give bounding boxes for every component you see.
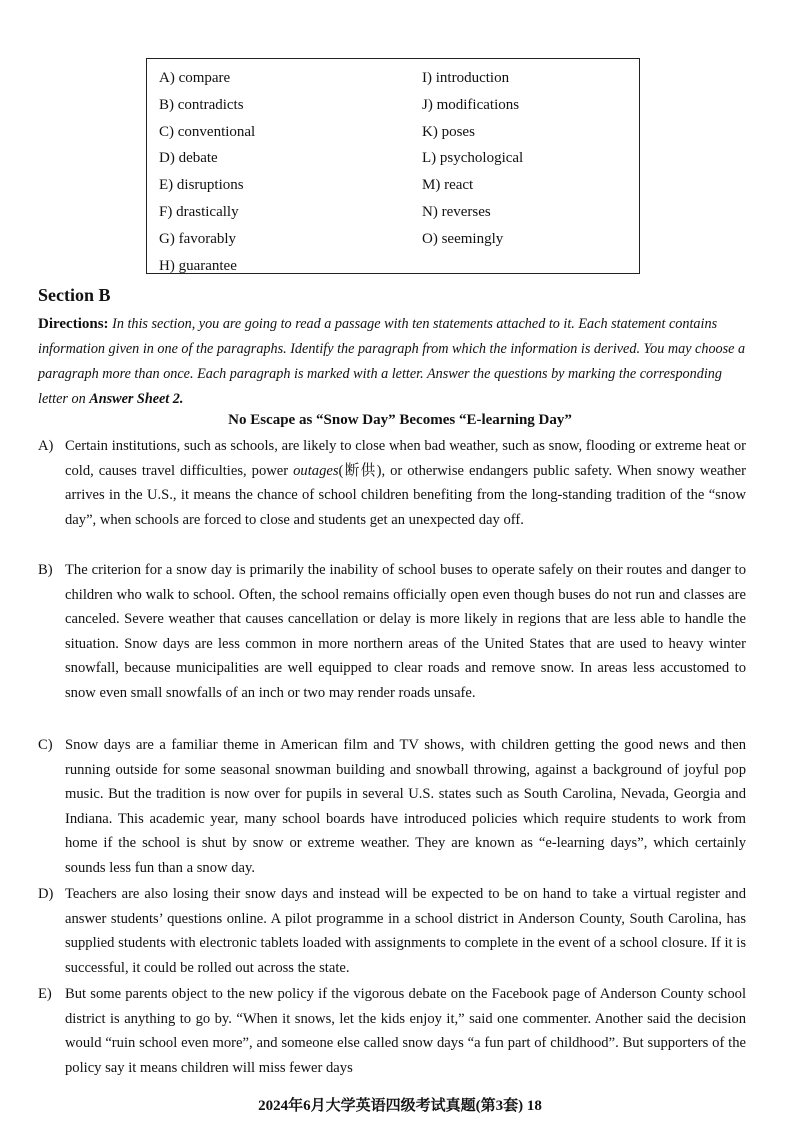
word-bank-item: H) guarantee (159, 257, 237, 274)
word-bank-item: G) favorably (159, 230, 237, 247)
directions-text: In this section, you are going to read a passage with ten statements attached to it. Each statement contains information given in one of the paragraphs. Identify the paragraph from which the information is derived. You may choose a paragraph more than once. Each paragraph is marked with a letter. Answer the questions by marking the corresponding letter on (38, 316, 746, 407)
page-footer: 2024年6月大学英语四级考试真题(第3套) 18 (258, 1098, 542, 1114)
paragraph-d (38, 882, 746, 980)
paragraph-label: D) (38, 886, 54, 902)
directions-label: Directions: (38, 316, 109, 332)
word-bank-item: I) introduction (422, 70, 510, 86)
word-bank-item: A) compare (159, 70, 231, 86)
paragraph-text-part: Certain institutions, such as schools, are likely to close when bad weather, such as snow, flooding or extreme heat or cold, causes travel difficulties, power (65, 438, 746, 479)
word-bank-left-column (159, 65, 255, 279)
passage-title: No Escape as “Snow Day” Becomes “E-learning Day” (228, 412, 572, 428)
word-bank-right-column (422, 65, 523, 253)
paragraph-text: The criterion for a snow day is primarily the inability of school buses to operate safely on their routes and danger to children who walk to school. Often, the school remains officially open even though buses do not run and classes are canceled. Severe weather that causes cancellation or delay is more likely in regions that are less able to handle the situation. Snow days are less common in more northern areas of the United States that are used to heavy winter snowfall, because municipalities are well equipped to clear roads and remove snow. In areas less accustomed to snow even small snowfalls of an inch or two may render roads unsafe. (65, 562, 746, 701)
paragraph-text (38, 434, 746, 532)
paragraph-label: B) (38, 562, 53, 578)
paragraph-a (38, 434, 746, 532)
paragraph-text: Snow days are a familiar theme in American film and TV shows, with children getting the good news and then running outside for some seasonal snowman building and snowball throwing, against a background of joyful pop music. But the tradition is now over for pupils in several U.S. states such as South Carolina, Nevada, Georgia and Indiana. This academic year, many school boards have introduced policies which require students to work from home if the school is shut by snow or extreme weather. They are known as “e-learning days”, which certainly sounds less fun than a snow day. (65, 737, 746, 876)
paragraph-label: A) (38, 438, 54, 454)
word-bank-item: O) seemingly (422, 230, 504, 247)
paragraph-label: E) (38, 986, 52, 1002)
word-bank-item: E) disruptions (159, 177, 244, 194)
word-bank-item: F) drastically (159, 203, 239, 220)
word-bank-item: D) debate (159, 150, 218, 167)
word-bank-item: J) modifications (422, 96, 520, 113)
word-bank-item: C) conventional (159, 123, 256, 140)
answer-sheet-label: Answer Sheet 2. (89, 391, 184, 407)
paragraph-b (38, 558, 746, 706)
word-bank-item: N) reverses (422, 203, 491, 220)
paragraph-text: But some parents object to the new policy if the vigorous debate on the Facebook page of Anderson County school district is anything to go by. “When it snows, let the kids enjoy it,” said one commenter. Another said the decision would “ruin school even more”, and someone else called snow days “a fun part of childhood”. But supporters of the policy say it means children will miss fewer days (65, 986, 746, 1076)
paragraph-label: C) (38, 737, 53, 753)
word-bank-item: K) poses (422, 123, 475, 140)
section-title: Section B (38, 285, 111, 305)
word-bank-box (146, 58, 640, 274)
paragraph-text: Teachers are also losing their snow days and instead will be expected to be on hand to take a virtual register and answer students’ questions online. A pilot programme in a school district in Anderson County, South Carolina, has supplied students with electronic tablets loaded with assignments to complete in the event of a school closure. If it is successful, it could be rolled out across the state. (65, 886, 746, 976)
directions (38, 312, 754, 412)
paragraph-e (38, 982, 746, 1080)
word-bank-item: B) contradicts (159, 96, 244, 113)
word-bank-item: L) psychological (422, 150, 524, 167)
paragraph-c (38, 733, 746, 881)
paragraph-emphasis: outages (293, 462, 339, 479)
paragraph-text-part: (断供), or otherwise endangers public safety. When snowy weather arrives in the U.S., it means the chance of school children benefiting from the long-standing tradition of the “snow day”, when schools are forced to close and students get an unexpected day off. (65, 462, 746, 528)
word-bank-item: M) react (422, 177, 474, 194)
